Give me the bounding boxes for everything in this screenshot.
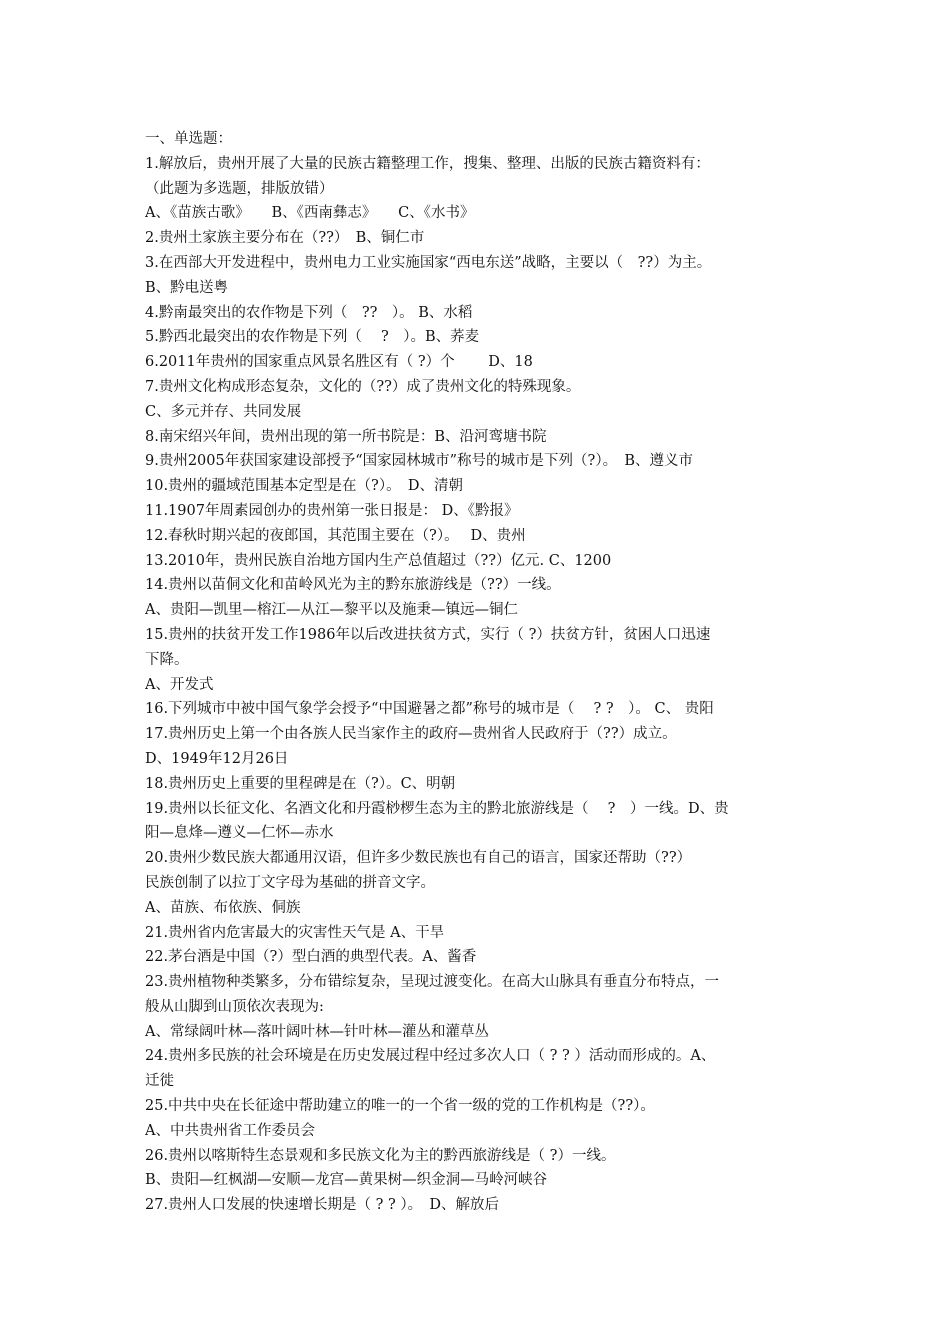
text-line: 1.解放后，贵州开展了大量的民族古籍整理工作，搜集、整理、出版的民族古籍资料有： — [145, 155, 710, 172]
text-line: 3.在西部大开发进程中，贵州电力工业实施国家“西电东送”战略，主要以（ ??）为主。 — [145, 254, 712, 271]
text-line: 13.2010年，贵州民族自治地方国内生产总值超过（??）亿元. C、1200 — [145, 552, 612, 569]
text-line: 24.贵州多民族的社会环境是在历史发展过程中经过多次人口（ ? ? ）活动而形成的。A、 — [145, 1048, 716, 1065]
text-line: 22.茅台酒是中国（?）型白酒的典型代表。A、酱香 — [145, 949, 477, 966]
text-line: A、《苗族古歌》 B、《西南彝志》 C、《水书》 — [145, 205, 475, 222]
text-line: 4.黔南最突出的农作物是下列（ ?? ）。 B、水稻 — [145, 304, 473, 321]
text-line: 迁徙 — [145, 1073, 174, 1090]
text-line: B、黔电送粤 — [145, 279, 229, 296]
text-line: 9.贵州2005年获国家建设部授予“国家园林城市”称号的城市是下列（?）。 B、遵义市 — [145, 453, 693, 470]
question-list — [145, 127, 810, 1218]
text-line: 15.贵州的扶贫开发工作1986年以后改进扶贫方式，实行（ ?）扶贫方针，贫困人口迅速 — [145, 626, 711, 643]
text-line: 19.贵州以长征文化、名酒文化和丹霞桫椤生态为主的黔北旅游线是（ ? ）一线。D、贵 — [145, 800, 729, 817]
text-line: 26.贵州以喀斯特生态景观和多民族文化为主的黔西旅游线是（ ?）一线。 — [145, 1147, 616, 1164]
text-line: 21.贵州省内危害最大的灾害性天气是 A、干旱 — [145, 924, 445, 941]
text-line: 11.1907年周素园创办的贵州第一张日报是： D、《黔报》 — [145, 502, 519, 519]
text-line: C、多元并存、共同发展 — [145, 403, 302, 420]
text-line: 6.2011年贵州的国家重点风景名胜区有（ ?）个 D、18 — [145, 354, 533, 371]
text-line: （此题为多选题，排版放错） — [145, 180, 334, 197]
text-line: D、1949年12月26日 — [145, 750, 289, 767]
text-line: 般从山脚到山顶依次表现为: — [145, 998, 324, 1015]
text-line: 18.贵州历史上重要的里程碑是在（?）。C、明朝 — [145, 775, 456, 792]
section-heading: 一、单选题： — [145, 131, 232, 147]
text-line: 27.贵州人口发展的快速增长期是（ ? ? ）。 D、解放后 — [145, 1197, 500, 1214]
text-line: 25.中共中央在长征途中帮助建立的唯一的一个省一级的党的工作机构是（??）。 — [145, 1098, 655, 1115]
text-line: 12.春秋时期兴起的夜郎国，其范围主要在（?）。 D、贵州 — [145, 527, 526, 544]
text-line: 23.贵州植物种类繁多，分布错综复杂，呈现过渡变化。在高大山脉具有垂直分布特点，一 — [145, 974, 720, 991]
text-line: B、贵阳—红枫湖—安顺—龙宫—黄果树—织金洞—马岭河峡谷 — [145, 1172, 548, 1189]
text-line: 14.贵州以苗侗文化和苗岭风光为主的黔东旅游线是（??）一线。 — [145, 577, 561, 594]
text-line: 2.贵州土家族主要分布在（??） B、铜仁市 — [145, 230, 425, 247]
text-line: 7.贵州文化构成形态复杂，文化的（??）成了贵州文化的特殊现象。 — [145, 378, 581, 395]
text-line: 10.贵州的疆域范围基本定型是在（?）。 D、清朝 — [145, 478, 463, 495]
text-line: A、常绿阔叶林—落叶阔叶林—针叶林—灌丛和灌草丛 — [145, 1023, 489, 1040]
text-line: 下降。 — [145, 651, 189, 668]
text-line: 民族创制了以拉丁文字母为基础的拼音文字。 — [145, 874, 435, 891]
text-line: 17.贵州历史上第一个由各族人民当家作主的政府—贵州省人民政府于（??）成立。 — [145, 726, 677, 743]
text-line: 8.南宋绍兴年间，贵州出现的第一所书院是：B、沿河鸾塘书院 — [145, 428, 547, 445]
text-line: A、开发式 — [145, 676, 214, 693]
text-line: 16.下列城市中被中国气象学会授予“中国避暑之都”称号的城市是（ ? ? ）。 C、 贵阳 — [145, 701, 714, 718]
text-line: 阳—息烽—遵义—仁怀—赤水 — [145, 825, 334, 842]
text-line: 20.贵州少数民族大都通用汉语，但许多少数民族也有自己的语言，国家还帮助（??） — [145, 850, 692, 867]
text-line: A、贵阳—凯里—榕江—从江—黎平以及施秉—镇远—铜仁 — [145, 602, 518, 619]
text-line: A、苗族、布依族、侗族 — [145, 899, 301, 916]
text-line: A、中共贵州省工作委员会 — [145, 1122, 315, 1139]
text-line: 5.黔西北最突出的农作物是下列（ ? ）。B、荞麦 — [145, 329, 480, 346]
